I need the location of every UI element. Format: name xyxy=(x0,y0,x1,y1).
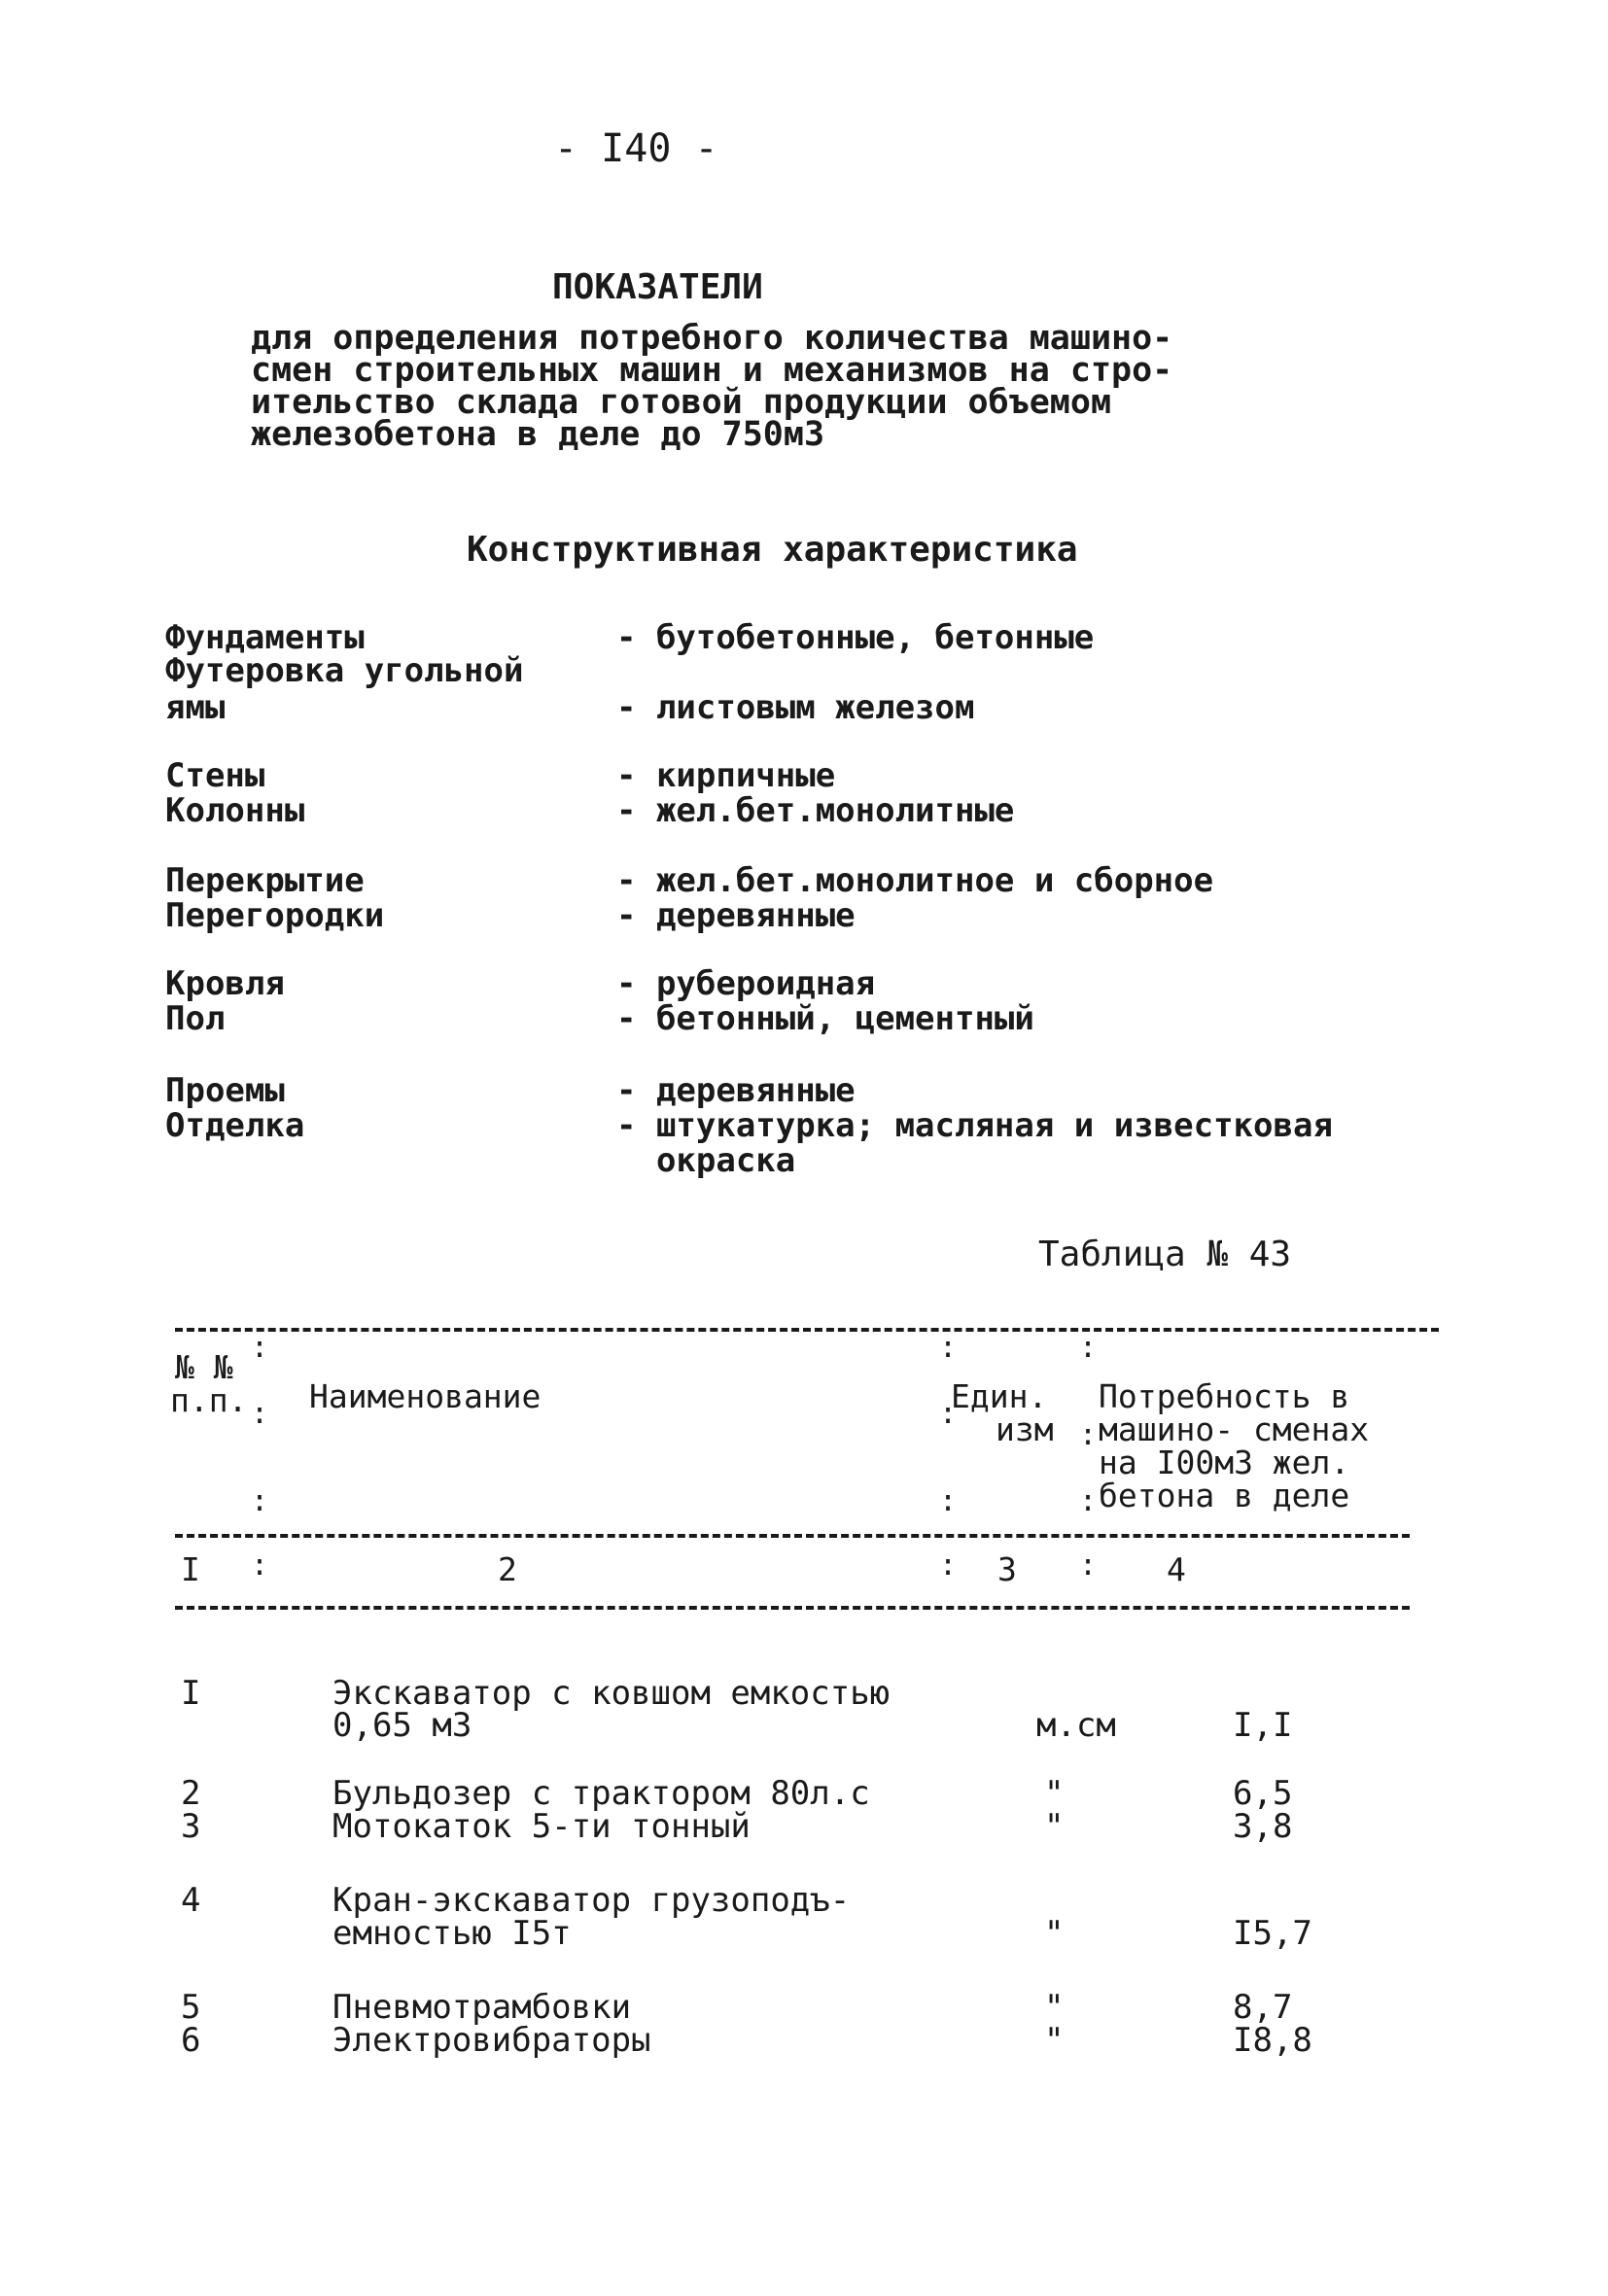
spec-label: Стены xyxy=(165,756,265,795)
spec-value: окраска xyxy=(616,1141,796,1180)
spec-value: - жел.бет.монолитное и сборное xyxy=(616,861,1214,900)
spec-label: Пол xyxy=(165,999,226,1038)
table-row-unit: " xyxy=(1044,2021,1065,2060)
col-number: 3 xyxy=(997,1550,1017,1588)
col-separator: : xyxy=(1079,1484,1098,1518)
table-row-value: 6,5 xyxy=(1233,1774,1293,1813)
col-separator: : xyxy=(1079,1418,1098,1452)
spec-label: Перекрытие xyxy=(165,861,365,900)
spec-value: - кирпичные xyxy=(616,756,836,795)
subtitle-line: ительство склада готовой продукции объемом xyxy=(251,383,1112,422)
header-need-line3: на I00м3 жел. xyxy=(1099,1444,1350,1481)
spec-value: - штукатурка; масляная и известковая xyxy=(616,1106,1333,1145)
col-separator: : xyxy=(939,1331,958,1365)
table-row-value: 8,7 xyxy=(1233,1988,1293,2027)
table-row-num: 5 xyxy=(181,1988,201,2027)
table-row-num: 2 xyxy=(181,1774,201,1813)
col-separator: : xyxy=(1079,1331,1098,1365)
table-row-num: 4 xyxy=(181,1881,201,1920)
spec-label: Перегородки xyxy=(165,896,385,935)
spec-label: Фундаменты xyxy=(165,618,365,657)
header-name: Наименование xyxy=(309,1377,542,1415)
spec-value: - деревянные xyxy=(616,1071,856,1110)
spec-label: Отделка xyxy=(165,1106,305,1145)
spec-value: - бутобетонные, бетонные xyxy=(616,618,1095,657)
table-row-name: Экскаватор с ковшом емкостью xyxy=(332,1674,891,1713)
table-row-name: Пневмотрамбовки xyxy=(332,1988,632,2027)
spec-value: - рубероидная xyxy=(616,964,876,1003)
col-number: 4 xyxy=(1167,1550,1186,1588)
subtitle-line: смен строительных машин и механизмов на стро- xyxy=(251,351,1173,390)
table-row-name: Бульдозер с трактором 80л.с xyxy=(332,1774,870,1813)
table-row-unit: " xyxy=(1044,1988,1065,2027)
table-rule-header xyxy=(175,1534,1410,1538)
col-separator: : xyxy=(939,1397,958,1431)
table-row-name: емностью I5т xyxy=(332,1914,572,1953)
spec-label: Проемы xyxy=(165,1071,285,1110)
table-row-name: Кран-экскаватор грузоподъ- xyxy=(332,1881,851,1920)
table-rule-numbers xyxy=(175,1606,1410,1610)
header-unit-line1: Един. xyxy=(951,1377,1048,1415)
table-row-value: 3,8 xyxy=(1233,1807,1293,1846)
col-separator: : xyxy=(251,1397,269,1431)
table-row-num: 6 xyxy=(181,2021,201,2060)
header-num-line1: № № xyxy=(175,1348,233,1386)
col-separator: : xyxy=(251,1548,269,1583)
header-need-line1: Потребность в xyxy=(1099,1377,1350,1415)
table-rule-top xyxy=(175,1328,1439,1332)
table-row-value: I,I xyxy=(1233,1706,1293,1745)
col-number: 2 xyxy=(498,1550,517,1588)
spec-label: ямы xyxy=(165,688,226,727)
col-separator: : xyxy=(251,1331,269,1365)
section-heading: Конструктивная характеристика xyxy=(467,530,1078,570)
spec-value: - деревянные xyxy=(616,896,856,935)
page-number: - I40 - xyxy=(554,126,718,171)
document-subtitle xyxy=(251,319,1223,454)
spec-value: - жел.бет.монолитные xyxy=(616,791,1015,830)
col-separator: : xyxy=(939,1484,958,1518)
col-separator: : xyxy=(939,1548,958,1583)
header-need-line4: бетона в деле xyxy=(1099,1477,1350,1514)
table-row-unit: " xyxy=(1044,1774,1065,1813)
table-row-unit: " xyxy=(1044,1807,1065,1846)
header-num-line2: п.п. xyxy=(170,1381,248,1419)
header-unit-line2: изм xyxy=(996,1410,1054,1448)
spec-value: - листовым железом xyxy=(616,688,975,727)
table-row-value: I8,8 xyxy=(1233,2021,1312,2060)
table-row-unit: м.см xyxy=(1036,1706,1116,1745)
col-separator: : xyxy=(1079,1548,1098,1583)
subtitle-line: для определения потребного количества машино- xyxy=(251,319,1173,358)
col-number: I xyxy=(181,1550,200,1588)
table-row-num: 3 xyxy=(181,1807,201,1846)
document-title: ПОКАЗАТЕЛИ xyxy=(552,267,763,307)
subtitle-line: железобетона в деле до 750м3 xyxy=(251,415,825,454)
spec-label: Колонны xyxy=(165,791,305,830)
table-row-value: I5,7 xyxy=(1233,1914,1312,1953)
table-row-name: 0,65 м3 xyxy=(332,1706,472,1745)
table-row-name: Мотокаток 5-ти тонный xyxy=(332,1807,751,1846)
header-need-line2: машино- сменах xyxy=(1099,1410,1370,1448)
table-title: Таблица № 43 xyxy=(1038,1235,1292,1274)
col-separator: : xyxy=(251,1484,269,1518)
table-row-num: I xyxy=(181,1674,201,1713)
spec-value: - бетонный, цементный xyxy=(616,999,1034,1038)
table-row-name: Электровибраторы xyxy=(332,2021,651,2060)
spec-label: Кровля xyxy=(165,964,285,1003)
spec-label: Футеровка угольной xyxy=(165,651,524,690)
table-row-unit: " xyxy=(1044,1914,1065,1953)
